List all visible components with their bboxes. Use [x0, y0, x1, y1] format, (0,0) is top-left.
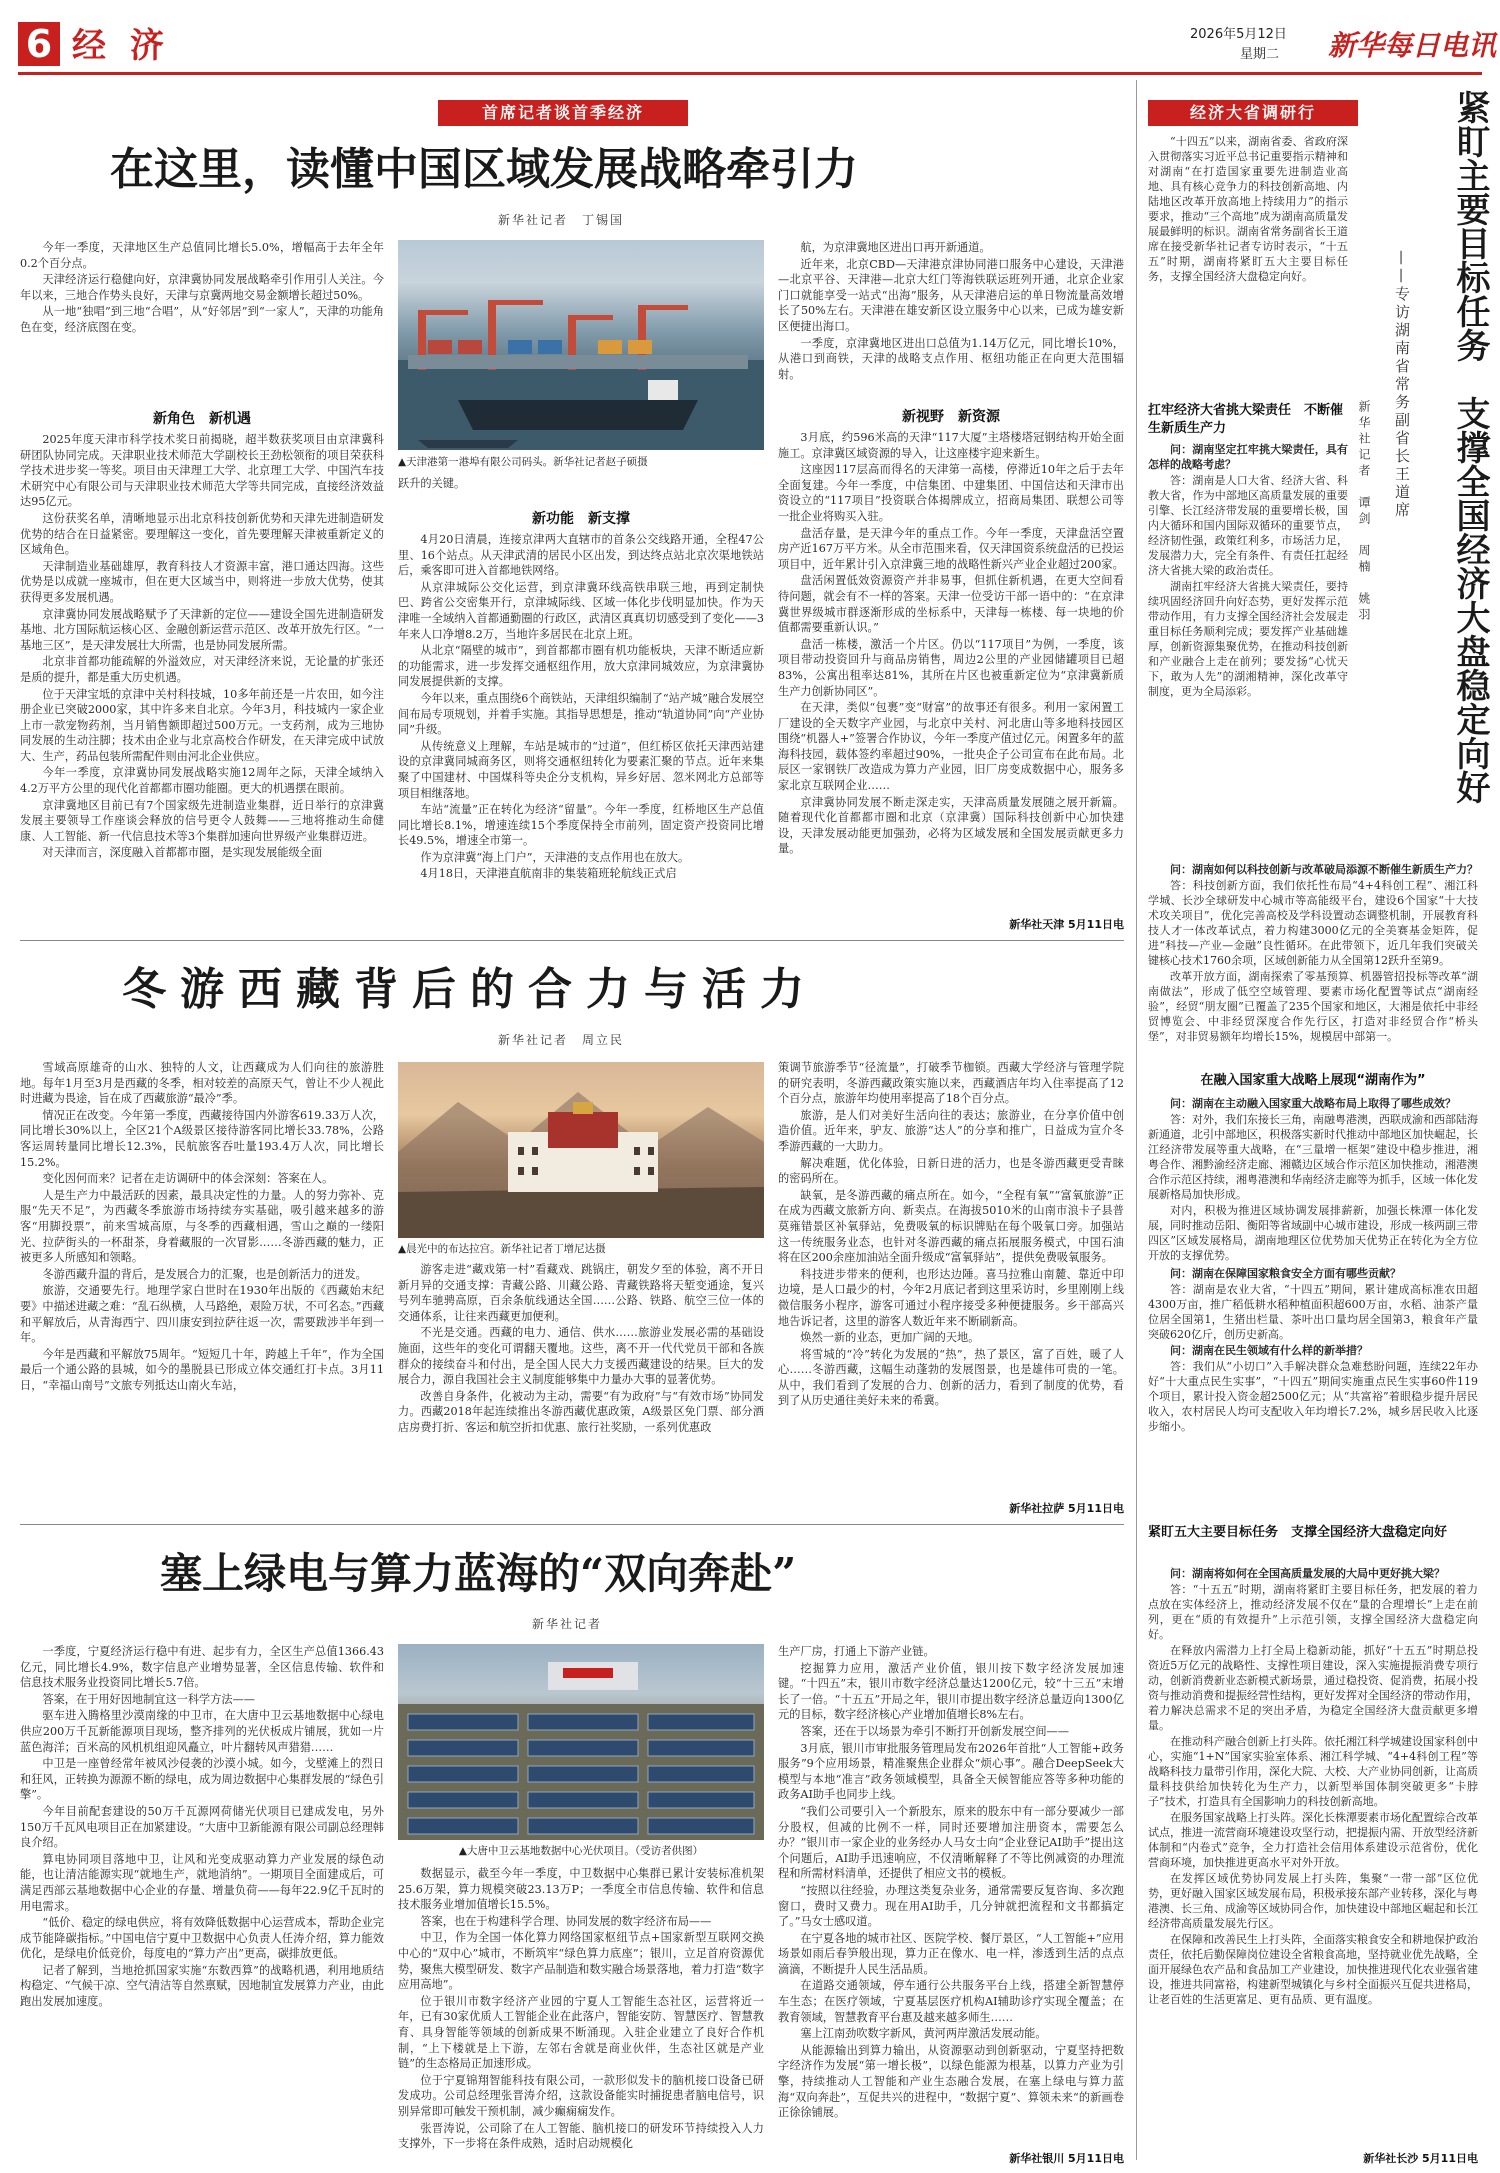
- article1-subhead-3: 新视野 新资源: [902, 409, 1000, 425]
- article2-col3: 策调节旅游季节“径流量”，打破季节枷锁。西藏大学经济与管理学院的研究表明，冬游西藏政策实施以来，西藏酒店年均入住率提高了12个百分点，旅游年均使用率提高了18个百分点。 旅游，是人们对美好生活向往的表达；旅游业，在分享价值中创造价值。近年来，驴友、旅游“达人”的分享和推广，日益成为宣介冬季游西藏的一大助力。 解决难题，优化体验，日新日进的活力，也是冬游西藏更受青睐的密码所在。 缺氧，是冬游西藏的痛点所在。如今，“全程有氧”“富氧旅游”正在成为西藏文旅新方向、新卖点。在海拔5010米的山南市浪卡子县普莫雍错景区补氧驿站，免费吸氧的标识牌贴在每个吸氧口旁。加强站这一传统服务业态，也针对冬游西藏的痛点拓展服务模式，中国石油将在区200余座加油站全面升级成“富氧驿站”，提供免费吸氧服务。 科技进步带来的便利，也形达边陲。喜马拉雅山南麓、靠近中印边境，是人口最少的村，今年2月底记者到这里采访时，乡里刚刚上线微信服务小程序，游客可通过小程序接受多种便捷服务。乡干部高兴地告诉记者，这里的游客人数近年来不断刷新高。 焕然一新的业态，更加广阔的天地。 将雪城的“冷”转化为发展的“热”，热了景区，富了百姓，暖了人心……冬游西藏，这幅生动蓬勃的发展图景，也是雄伟可贵的一笔。从中，我们看到了发展的合力、创新的活力，看到了制度的优势，看到了从历史通往美好未来的希冀。: [778, 1061, 1124, 1408]
- article1-col3-top: 航，为京津冀地区进出口再开新通道。 近年来，北京CBD—天津港京津协同港口服务中心建设，天津港—北京平谷、天津港—北京大红门等海铁联运班列开通，北京企业家门口就能享受一站式“出海”服务，从天津港启运的单日物流量高效增长了50%左右。天津港在雄安新区设立服务中心以来，已成为雄安新区便捷出海口。 一季度，京津冀地区进出口总值为1.14万亿元，同比增长10%，从港口到商铁，天津的战略支点作用、枢纽功能正在向更大范围辐射。: [778, 241, 1124, 381]
- article1-title: 在这里，读懂中国区域发展战略牵引力: [110, 144, 858, 195]
- article1-subhead-2: 新功能 新支撑: [532, 511, 630, 527]
- column-banner-right: 经济大省调研行: [1148, 100, 1358, 126]
- column-divider: [1136, 80, 1137, 2160]
- page-header: [0, 0, 1500, 70]
- article1-col2-body: 4月20日清晨，连接京津两大直辖市的首条公交线路开通，全程47公里、16个站点。从天津武清的居民小区出发，到达终点站北京次渠地铁站后，乘客即可进入首都地铁网络。 从京津城际公交化运营，到京津冀环线高铁串联三地，再到定制快巴、跨省公交密集开行，京津城际线、区域一体化步伐明显加快。作为天津唯一全域纳入首都通勤圈的行政区，武清区真真切切感受到了变化——3年来人口净增8.2万，当地许多居民在北京上班。 从北京“隔壁的城市”，到首都都市圈有机功能板块，天津不断适应新的功能需求，进一步发挥交通枢纽作用，放大京津同城效应，为京津冀协同发展提供新的支撑。 今年以来，重点围绕6个商铁站，天津组织编制了“站产城”融合发展空间布局专项规划，并着手实施。其指导思想是，推动“轨道协同”向“产业协同”升级。 从传统意义上理解，车站是城市的“过道”，但红桥区依托天津西站建设的京津冀同城商务区，则将交通枢纽转化为要素汇聚的节点。近年来集聚了中国建材、中国煤科等央企分支机构，异乡好居、忽米网北方总部等项目相继落地。 车站“流量”正在转化为经济“留量”。今年一季度，红桥地区生产总值同比增长8.1%，增速连续15个季度保持全市前列，固定资产投资同比增长49.5%，增速全市第一。 作为京津冀“海上门户”，天津港的支点作用也在放大。 4月18日，天津港直航南非的集装箱班轮航线正式启: [398, 533, 764, 881]
- article3-credit: 新华社银川 5月11日电: [1009, 2152, 1124, 2165]
- article2-photo-potala: [398, 1062, 764, 1238]
- article3-byline: 新华社记者: [532, 1617, 603, 1631]
- article1-photo-caption: ▲天津港第一港埠有限公司码头。新华社记者赵子硕摄: [398, 456, 648, 468]
- right-credit: 新华社长沙 5月11日电: [1363, 2152, 1478, 2165]
- right-subhead-1: 扛牢经济大省挑大梁责任 不断催生新质生产力: [1148, 403, 1344, 436]
- article1-col1-intro: 今年一季度，天津地区生产总值同比增长5.0%，增幅高于去年全年0.2个百分点。 天津经济运行稳健向好，京津冀协同发展战略牵引作用引人关注。今年以来，三地合作势头良好，天津与京冀两地交易金额增长超过50%。 从一地“独唱”到三地“合唱”，从“好邻居”到“一家人”，天津的功能角色在变，经济底图在变。: [20, 241, 384, 334]
- article3-title: 塞上绿电与算力蓝海的“双向奔赴”: [160, 1549, 797, 1598]
- issue-date: 2026年5月12日: [1190, 27, 1287, 42]
- article1-col2-top: 跃升的关键。: [398, 477, 466, 490]
- article2-photo-caption: ▲晨光中的布达拉宫。新华社记者丁增尼达摄: [398, 1243, 606, 1255]
- header-rule: [18, 72, 1482, 75]
- article3-col2: 数据显示，截至今年一季度，中卫数据中心集群已累计安装标准机架25.6万架，算力规模突破23.13万P；一季度全市信息传输、软件和信息技术服务业增加值增长15.5%。 答案，也在于构建科学合理、协同发展的数字经济布局—— 中卫，作为全国一体化算力网络国家枢纽节点+国家新型互联网交换中心的“双中心”城市，不断筑牢“绿色算力底座”；银川，立足首府资源优势，聚焦大模型研发、数字产品制造和数实融合场景落地，着力打造“数字应用高地”。 位于银川市数字经济产业园的宁夏人工智能生态社区，运营将近一年，已有30家优质人工智能企业在此落户，智能安防、智慧医疗、智慧教育、具身智能等领域的创新成果不断涌现。入驻企业建立了良好合作机制，“上下楼就是上下游，左邻右舍就是商业伙伴，生态社区就是产业链”的生态格局正加速形成。 位于宁夏锦翔智能科技有限公司，一款形似发卡的脑机接口设备已研发成功。公司总经理张晋涛介绍，这款设备能实时捕捉患者脑电信号，识别异常即可触发干预机制，减少癫痫痫发作。 张晋涛说，公司除了在人工智能、脑机接口的研发环节持续投入人力支撑外，下一步将在条件成熟，适时启动规模化: [398, 1867, 764, 2151]
- article-divider: [20, 940, 1124, 941]
- port-illustration: [398, 240, 764, 450]
- article2-col1: 雪域高原雄奇的山水、独特的人文，让西藏成为人们向往的旅游胜地。每年1月至3月是西藏的冬季，相对较差的高原天气，曾让不少人视此时进藏为畏途，旨在成了西藏旅游“最冷”季。 情况正在改变。今年第一季度，西藏接待国内外游客619.33万人次，同比增长30%以上，全区21个A级景区接待游客同比增长33.78%，公路客运周转量同比增长12.3%，民航旅客吞吐量193.4万人次，同比增长15.2%。 变化因何而来？记者在走访调研中的体会深刻：答案在人。 人是生产力中最活跃的因素，最具决定性的力量。人的努力弥补、克服“先天不足”，为西藏冬季旅游市场持续夯实基础，吸引越来越多的游客“用脚投票”，前来雪城高原，与冬季的西藏相遇，雪山之巅的一缕阳光、拉萨街头的一杯甜茶，身着藏服的一次冒影……冬游西藏的魅力，正被更多人所感知和领略。 冬游西藏升温的背后，是发展合力的汇聚，也是创新活力的迸发。 旅游，交通要先行。地理学家白世时在1930年出版的《西藏始末纪要》中描述进藏之难：“乱石纵横，人马路绝，艰险万状，不可名态。”西藏和平解放后，从青海西宁、四川康安到拉萨往返一次，需要跋涉半年到一年。 今年是西藏和平解放75周年。“短短几十年，跨越上千年”，作为全国最后一个通公路的县城，如今的墨脱县已形成立体交通红打卡点。3月11日，“幸福山南号”文旅专列抵达山南火车站，: [20, 1061, 384, 1392]
- page-number: 6: [18, 22, 60, 66]
- right-subhead-3: 紧盯五大主要目标任务 支撑全国经济大盘稳定向好: [1148, 1525, 1448, 1540]
- right-section1: 问：湖南坚定扛牢挑大梁责任，具有怎样的战略考虑？ 答：湖南是人口大省、经济大省、科教大省，作为中部地区高质量发展的重要引擎、长江经济带发展的重要增长极，国内大循环和国内国际双循环的重要节点，经济韧性强，政策红利多，市场活力足，发展潜力大，完全有条件、有责任扛起经济大省挑大梁的政治责任。 湖南扛牢经济大省挑大梁责任，要持续巩固经济回升向好态势，更好发挥示范带动作用，有力支撑全国经济社会发展走重目标任务顺利完成；要发挥产业基础雄厚，创新资源集聚优势，在推动科技创新和产业融合上走在前列；要发扬“心忧天下，敢为人先”的湖湘精神，深化改革守制度，更为全局添彩。: [1148, 443, 1348, 698]
- article3-col1: 一季度，宁夏经济运行稳中有进、起步有力，全区生产总值1366.43亿元，同比增长4.9%，数字信息产业增势显著，全区信息传输、软件和信息技术服务业投资同比增长5.7倍。 答案，在于用好因地制宜这一科学方法—— 驱车进入腾格里沙漠南缘的中卫市，在大唐中卫云基地数据中心绿电供应200万千瓦新能源项目现场，整齐排列的光伏板成片铺展，犹如一片蓝色海洋；百米高的风机机组迎风矗立，叶片翻转风声猎猎…… 中卫是一座曾经常年被风沙侵袭的沙漠小城。如今，戈壁滩上的烈日和狂风，正转换为源源不断的绿电，成为周边数据中心集群发展的“绿色引擎”。 今年目前配套建设的50万千瓦源网荷储光伏项目已建成发电，另外150万千瓦风电项目正在加紧建设。“大唐中卫新能源有限公司副总经理韩良介绍。 算电协同项目落地中卫，让风和光变成驱动算力产业发展的绿色动能，也让清洁能源实现“就地生产，就地消纳”。一期项目全面建成后，可满足西部云基地数据中心企业的存量、增量负荷——每年22.9亿千瓦时的用电需求。 “低价、稳定的绿电供应，将有效降低数据中心运营成本，帮助企业完成节能降碳指标。”中国电信宁夏中卫数据中心负责人任涛介绍，算力能效优化，是绿电价低竞价，每度电的“算力产出”更高，碳排放更低。 记者了解到，当地抢抓国家实施“东数西算”的战略机遇，利用地质结构稳定、“气候干凉、空气清洁等自然禀赋，因地制宜发展算力产业，由此跑出发展加速度。: [20, 1645, 384, 2009]
- newspaper-brand: 新华每日电讯: [1328, 29, 1497, 62]
- article1-credit: 新华社天津 5月11日电: [1009, 918, 1124, 931]
- column-banner: 首席记者谈首季经济: [438, 100, 688, 126]
- right-article-title: 紧盯主要目标任务 支撑全国经济大盘稳定向好: [1450, 90, 1490, 804]
- section-title: 经 济: [72, 26, 170, 66]
- right-section2b: 问：湖南在保障国家粮食安全方面有哪些贡献？ 答：湖南是农业大省，“十四五”期间，累计建成高标准农田超4300万亩，推广稻低耕水稻种植面积超600万亩，水稻、油茶产量位居全国第1，生猪出栏量、茶叶出口量均居全国第3，粮食年产量突破620亿斤，创历史新高。 问：湖南在民生领域有什么样的新举措？ 答：我们从“小切口”入手解决群众急难愁盼问题，连续22年办好“十大重点民生实事”，“十四五”期间实施重点民生实事60件119个项目，累计投入资金超2500亿元；从“共富裕”着眼稳步提升居民收入，农村居民人均可支配收入年均增长7.2%，城乡居民收入比逐步缩小。: [1148, 1267, 1478, 1433]
- right-section3: 问：湖南将如何在全国高质量发展的大局中更好挑大梁？ 答：“十五五”时期，湖南将紧盯主要目标任务，把发展的着力点放在实体经济上，推动经济发展不仅在“量的合理增长”上走在前列，更在“质的有效提升”上示范引领，支撑全国经济大盘稳定向好。 在释放内需潜力上打全局上稳新动能，抓好“十五五”时期总投资近5万亿元的战略性、支撑性项目建设，深入实施提振消费专项行动，创新消费新业态新模式新场景，通过稳投资、促消费，拓展小投资与推动消费和提振经营性结构，更好发挥对全国经济的带动作用，着力解决总需求不足的突出矛盾，为稳定全国经济大盘贡献更多增量。 在推动科产融合创新上打头阵。依托湘江科学城建设国家科创中心，实施“1+N”国家实验室体系、湘江科学城、“4+4科创工程”等战略科技力量带引作用，深化大院、大校、大产业协同创新，让高质量科技供给加快转化为生产力，以新型举国体制突破更多“卡脖子”技术，打造具有全国影响力的科技创新高地。 在服务国家战略上打头阵。深化长株潭要素市场化配置综合改革试点，推进一流营商环境建设攻坚行动，把提振内需、开放型经济新体制和“内卷式”竞争，全力打造社会信用体系建设示范省份，优化营商环境，加快推进更高水平对外开放。 在发挥区域优势协同发展上打头阵，集聚“一带一部”区位优势，更好融入国家区域发展布局，积极承接东部产业转移，深化与粤港澳、长三角、成渝等区域协同合作，加快建设中部地区崛起和长江经济带高质量发展先行区。 在保障和改善民生上打头阵，全面落实粮食安全和耕地保护政治责任，依托后勤保障岗位建设全省粮食高地，坚持就业优先战略，全面开展绿色农产品和食品加工产业建设，加快推进现代化农业强省建设，推进共同富裕，构建新型城镇化与乡村全面振兴互促共进格局，让老百姓的生活更富足、更有品质、更有温度。: [1148, 1567, 1478, 2006]
- article2-title: 冬游西藏背后的合力与活力: [122, 964, 818, 1015]
- right-section1b: 问：湖南如何以科技创新与改革破局添源不断催生新质生产力？ 答：科技创新方面，我们依托性布局“4+4科创工程”、湘江科学城、长沙全球研发中心城市等高能级平台，建设6个国家“十大技术攻关项目”，优化完善高校及学科设置动态调整机制，开展教育科技人才一体改革试点，着力构建3000亿元的全美赛基金矩阵，促进“科技—产业—金融”良性循环。在此带领下，近几年我们突破关键核心技术1760余项，区域创新能力从全国第12跃升至第9。 改革开放方面，湖南探索了零基预算、机器管招投标等改革“湖南做法”，形成了低空空域管理、要素市场化配置等试点“湖南经验”，经贸“朋友圈”已覆盖了235个国家和地区，大湘是依托中非经贸博览会、中非经贸深度合作先行区，打造对非经贸合作“桥头堡”，对非贸易额年均增长15%，规模居中部第一。: [1148, 863, 1478, 1043]
- article3-photo-solar: [398, 1644, 764, 1840]
- issue-weekday: 星期二: [1240, 47, 1280, 62]
- article1-photo-port: [398, 240, 764, 450]
- right-article-subtitle: ——专访湖南省常务副省长王道席: [1393, 250, 1411, 520]
- right-section2: 问：湖南在主动融入国家重大战略布局上取得了哪些成效？ 答：对外，我们东接长三角，南融粤港澳，西联成渝和西部陆海新通道，北引中部地区，积极落实新时代推动中部地区加快崛起，长江经济带发展等重大战略，在“三量增一框架”建设中稳步推进，湘粤合作、湘黔渝经济走廊、湘赣边区域合作示范区加快推动，湘港澳合作示范区持续，湘粤港澳和华南经济走廊等为抓手，区域一体化发展新格局加快形成。 对内，积极为推进区域协调发展排薪新，加强长株潭一体化发展，同时推动岳阳、衡阳等省域副中心城市建设，形成一核两副三带四区”区域发展格局，湖南地理区位优势加天优势正在转化为全方位开放的支撑优势。: [1148, 1097, 1478, 1262]
- article3-col3: 生产厂房，打通上下游产业链。 挖掘算力应用，激活产业价值，银川按下数字经济发展加速键。“十四五”末，银川市数字经济总量达1200亿元，较“十三五”末增长了一倍。“十五五”开局之年，银川市提出数字经济总量迈向1300亿元的目标，数字经济核心产业增加值增长8%左右。 答案，还在于以场景为牵引不断打开创新发展空间—— 3月底，银川市审批服务管理局发布2026年首批“人工智能+政务服务”9个应用场景，精准聚焦企业群众“烦心事”。融合DeepSeek大模型与本地“准言”政务领域模型，具备全天候智能应答等多种功能的政务AI助手也同步上线。 “我们公司要引入一个新股东，原来的股东中有一部分要减少一部分股权，但减的比例不一样，同时还要增加注册资本，需要怎么办？”银川市一家企业的业务经办人马女士向“企业登记AI助手”提出这个问题后，AI助手迅速响应，不仅清晰解释了不等比例减资的办理流程和所需材料清单，还提供了相应文书的模板。 “按照以往经验，办理这类复杂业务，通常需要反复咨询、多次跑窗口，费时又费力。现在用AI助手，几分钟就把流程和文书都搞定了。”马女士感叹道。 在宁夏各地的城市社区、医院学校、餐厅景区，“人工智能+”应用场景如雨后春笋般出现，算力正在像水、电一样，渗透到生活的点点滴滴，不断提升人民生活品质。 在道路交通领域，停车通行公共服务平台上线，搭建全新智慧停车生态；在医疗领域，宁夏基层医疗机构AI辅助诊疗实现全覆盖；在教育领域，智慧教育平台惠及越来越多师生…… 塞上江南劲吹数字新风，黄河两岸激活发展动能。 从能源输出到算力输出，从资源驱动到创新驱动，宁夏坚持把数字经济作为发展“第一增长极”，以绿色能源为根基，以算力产业为引擎，持续推动人工智能和产业生态融合发展，在塞上绿电与算力蓝海“双向奔赴”，互促共兴的进程中，“数据宁夏”、算领未来“的新画卷正徐徐铺展。: [778, 1645, 1124, 2120]
- right-article-byline: 新华社记者 谭剑 周楠 姚羽: [1357, 400, 1371, 624]
- article1-col3-body: 3月底，约596米高的天津“117大厦”主塔楼塔冠钢结构开始全面施工。京津冀区域资源的导入，让这座楼宇迎来新生。 这座因117层高而得名的天津第一高楼，停滞近10年之后于去年全面复建。今年一季度，中信集团、中建集团、中国信达和天津市出资设立的“117项目”投资联合体揭牌成立，招商局集团、联想公司等一批企业将购买入驻。 盘活存量，是天津今年的重点工作。今年一季度，天津盘活空置房产近167万平方米。从全市范围来看，仅天津国资系统盘活的已投运项目中，近年累计引入京津冀三地的战略性新兴产业企业超过200家。 盘活闲置低效资源资产并非易事，但抓住新机遇，在更大空间看待问题，就会有不一样的答案。天津一位受访干部一语中的：“在京津冀世界级城市群逐渐形成的坐标系中，天津每一栋楼、每一块地的价值都需要重新认识。” 盘活一栋楼，激活一个片区。仍以“117项目”为例，一季度，该项目带动投资回升与商品房销售，周边2公里的产业园储罐项目已超83%，公寓出租率达81%，其所在片区也被重新定位为“京津冀新质生产力创新协同区”。 在天津，类似“包裹”变“财富”的故事还有很多。利用一家闲置工厂建设的全天数字产业园，与北京中关村、河北唐山等多地科技园区围绕“机器人+”签署合作协议，今年一季度产值过亿元。闲置多年的蓝海科技园，载体签约率超过90%，一批央企子公司宣布在此布局。北辰区一家钢铁厂改造成为算力产业园，旧厂房变成数据中心，服务多家北京互联网企业…… 京津冀协同发展不断走深走实，天津高质量发展随之展开新篇。随着现代化首都都市圈和北京（京津冀）国际科技创新中心加快建设，天津发展动能更加强劲，必将为区域发展和全国发展贡献更多力量。: [778, 431, 1124, 856]
- solar-farm-illustration: [398, 1644, 764, 1840]
- right-intro: “十四五”以来，湖南省委、省政府深入贯彻落实习近平总书记重要指示精神和对湖南“在打造国家重要先进制造业高地、具有核心竞争力的科技创新高地、内陆地区改革开放高地上持续用力”的指示要求，推动“三个高地”成为湖南高质量发展最鲜明的标识。湖南省常务副省长王道席在接受新华社记者专访时表示，“十五五”时期，湖南将紧盯五大主要目标任务，支撑全国经济大盘稳定向好。: [1148, 135, 1348, 283]
- article-divider: [20, 1524, 1124, 1525]
- article1-col1-body: 2025年度天津市科学技术奖日前揭晓，超半数获奖项目由京津冀科研团队协同完成。天津职业技术师范大学副校长王劲松领衔的项目荣获科学技术进步奖一等奖。项目由天津理工大学、北京理工大学、中国汽车技术研究中心有限公司与天津职业技术师范大学等共同完成，直接经济效益达95亿元。 这份获奖名单，清晰地显示出北京科技创新优势和天津先进制造研发优势的结合在日益紧密。要理解这一变化，首先要理解天津被重新定义的区域角色。 天津制造业基础雄厚，教育科技人才资源丰富，港口通达四海。这些优势是以成就一座城市，但在更大区域当中，则将进一步放大优势，使其获得更多发展机遇。 京津冀协同发展战略赋予了天津新的定位——建设全国先进制造研发基地、北方国际航运核心区、金融创新运营示范区、改革开放先行区。“一基地三区”，是天津发展壮大所需，也是协同发展所需。 北京非首都功能疏解的外溢效应，对天津经济来说，无论量的扩张还是质的提升，都是重大历史机遇。 位于天津宝坻的京津中关村科技城，10多年前还是一片农田，如今注册企业已突破2000家，其中许多来自北京。今年3月，科技城内一家企业上市一款宠物药剂，当月销售额即超过500万元。一支药剂，成为三地协同发展的生动注脚；技术由企业与北京高校合作研发，在天津完成中试放大、生产，药品包装所需配件则由河北企业供应。 今年一季度，京津冀协同发展战略实施12周年之际，天津全域纳入4.2万平方公里的现代化首都都市圈功能圈。更大的机遇摆在眼前。 京津冀地区目前已有7个国家级先进制造业集群，近日举行的京津冀发展主要领导工作座谈会释放的信号更令人鼓舞——三地将推动生命健康、人工智能、新一代信息技术等3个集群加速向世界级产业集群迈进。 对天津而言，深度融入首都都市圈，是实现发展能级全面: [20, 433, 384, 860]
- right-subhead-2: 在融入国家重大战略上展现“湖南作为”: [1200, 1073, 1426, 1088]
- article2-byline: 新华社记者 周立民: [498, 1033, 625, 1047]
- palace-illustration: [398, 1062, 764, 1238]
- article3-photo-caption: ▲大唐中卫云基地数据中心光伏项目。（受访者供图）: [458, 1845, 704, 1857]
- article1-byline: 新华社记者 丁锡国: [498, 213, 625, 227]
- article1-subhead-1: 新角色 新机遇: [153, 411, 251, 427]
- article2-col2: 游客走进“藏戏第一村”看藏戏、跳锅庄，朝发夕至的体验，离不开日新月异的交通支撑：青藏公路、川藏公路、青藏铁路将天堑变通途，复兴号列车驰骋高原，百余条航线通达全国……公路、铁路、航空三位一体的交通体系，让往来西藏更加便利。 不光是交通。西藏的电力、通信、供水……旅游业发展必需的基础设施面，这些年的变化可谓翻天覆地。这些，离不开一代代党员干部和各族群众的接续奋斗和付出，是全国人民大力支援西藏建设的结果。巨大的发展合力，源自我国社会主义制度能够集中力量办大事的显著优势。 改善自身条件，化被动为主动，需要“有为政府”与“有效市场”协同发力。西藏2018年起连续推出冬游西藏优惠政策，A级景区免门票、部分酒店房费打折、客运和航空折扣优惠、旅行社奖励，一系列优惠政: [398, 1263, 764, 1434]
- article2-credit: 新华社拉萨 5月11日电: [1009, 1502, 1124, 1515]
